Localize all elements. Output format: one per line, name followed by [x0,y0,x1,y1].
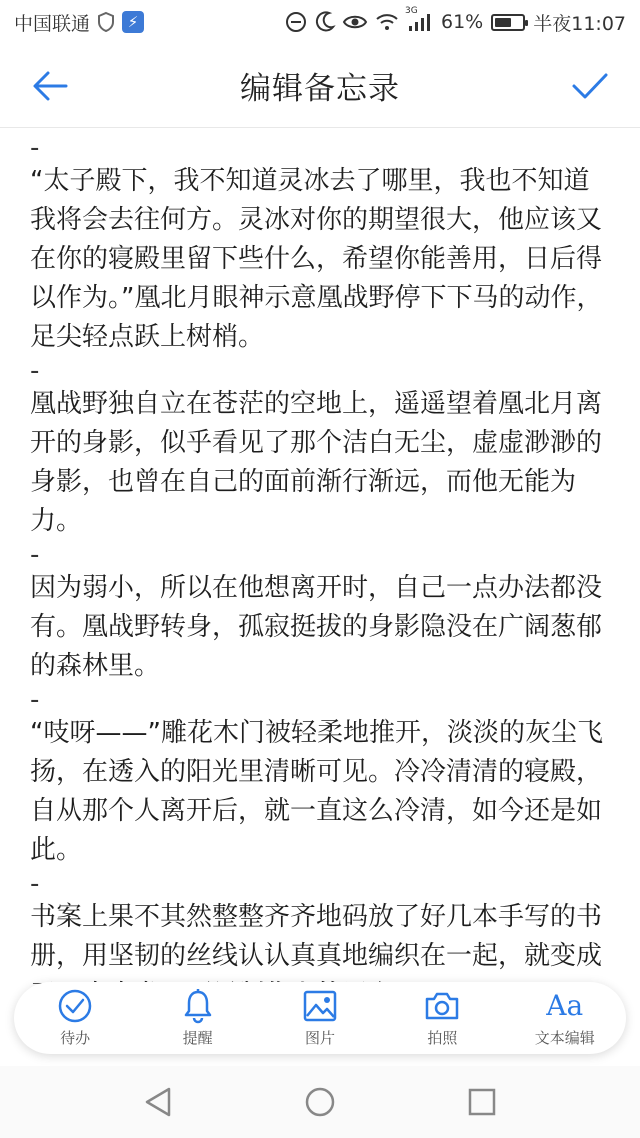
camera-button[interactable] [387,984,497,1052]
page-title: 编辑备忘录 [240,71,400,107]
note-paragraph: 因为弱小，所以在他想离开时，自己一点办法都没有。凰战野转身，孤寂挺拔的身影隐没在广阔葱郁的森林里。 [30,573,603,681]
reminder-button[interactable] [143,984,253,1052]
checkmark-icon [571,71,609,101]
network-type-label: 3G [405,6,418,16]
bottom-toolbar [14,982,626,1054]
app-header [0,44,640,128]
text-edit-button[interactable] [510,984,620,1052]
note-paragraph: 凰战野独自立在苍茫的空地上，遥遥望着凰北月离开的身影，似乎看见了那个洁白无尘，虚虚渺渺的身影，也曾在自己的面前渐行渐远，而他无能为力。 [30,389,603,536]
separator: - [30,685,40,715]
eye-icon [343,13,367,31]
nav-home-button[interactable] [298,1080,342,1124]
camera-label: 拍照 [427,1028,458,1047]
wifi-icon [375,13,399,31]
shield-icon [98,12,114,32]
image-button[interactable] [265,984,375,1052]
bolt-icon: ⚡ [122,11,144,33]
triangle-back-icon [143,1086,173,1118]
no-disturb-icon [285,11,307,33]
signal-icon [405,6,433,32]
status-time: 半夜11:07 [533,12,626,35]
confirm-button[interactable] [568,64,612,108]
todo-check-icon [58,989,92,1023]
separator: - [30,869,40,899]
note-paragraph: 书案上果不其然整整齐齐地码放了好几本手写的书册，用坚韧的丝线认认真真地编织在一起，就变成 [30,902,603,971]
back-arrow-icon [32,70,68,102]
carrier-label: 中国联通 [14,12,91,35]
status-left [14,9,144,36]
image-label: 图片 [304,1028,335,1047]
bell-icon [183,989,213,1023]
separator: - [30,356,40,386]
square-recents-icon [468,1088,496,1116]
battery-percent: 61% [441,11,484,33]
system-nav-bar [0,1066,640,1138]
camera-icon [424,989,460,1023]
image-icon [303,989,337,1023]
note-editor[interactable] [30,134,610,984]
todo-label: 待办 [60,1028,91,1047]
circle-home-icon [304,1086,336,1118]
nav-recents-button[interactable] [460,1080,504,1124]
back-button[interactable] [28,64,72,108]
status-bar [0,0,640,44]
status-right [285,6,626,36]
text-edit-label: 文本编辑 [534,1028,595,1047]
battery-icon [491,14,525,31]
battery-fill [495,18,511,27]
nav-back-button[interactable] [136,1080,180,1124]
reminder-label: 提醒 [182,1028,213,1047]
separator: - [30,133,40,163]
moon-icon [315,11,335,33]
note-paragraph: “太子殿下，我不知道灵冰去了哪里，我也不知道我将会去往何方。灵冰对你的期望很大，他应该又在你的寝殿里留下些什么，希望你能善用，日后得以作为。”凰北月眼神示意凰战野停下下马的动作，足尖轻点跃上树梢。 [30,166,603,352]
note-paragraph: “吱呀——”雕花木门被轻柔地推开，淡淡的灰尘飞扬，在透入的阳光里清晰可见。冷冷清清的寝殿，自从那个人离开后，就一直这么冷清，如今还是如此。 [30,718,603,865]
separator: - [30,540,40,570]
text-format-icon: Aa [546,988,584,1022]
todo-button[interactable] [20,984,130,1052]
